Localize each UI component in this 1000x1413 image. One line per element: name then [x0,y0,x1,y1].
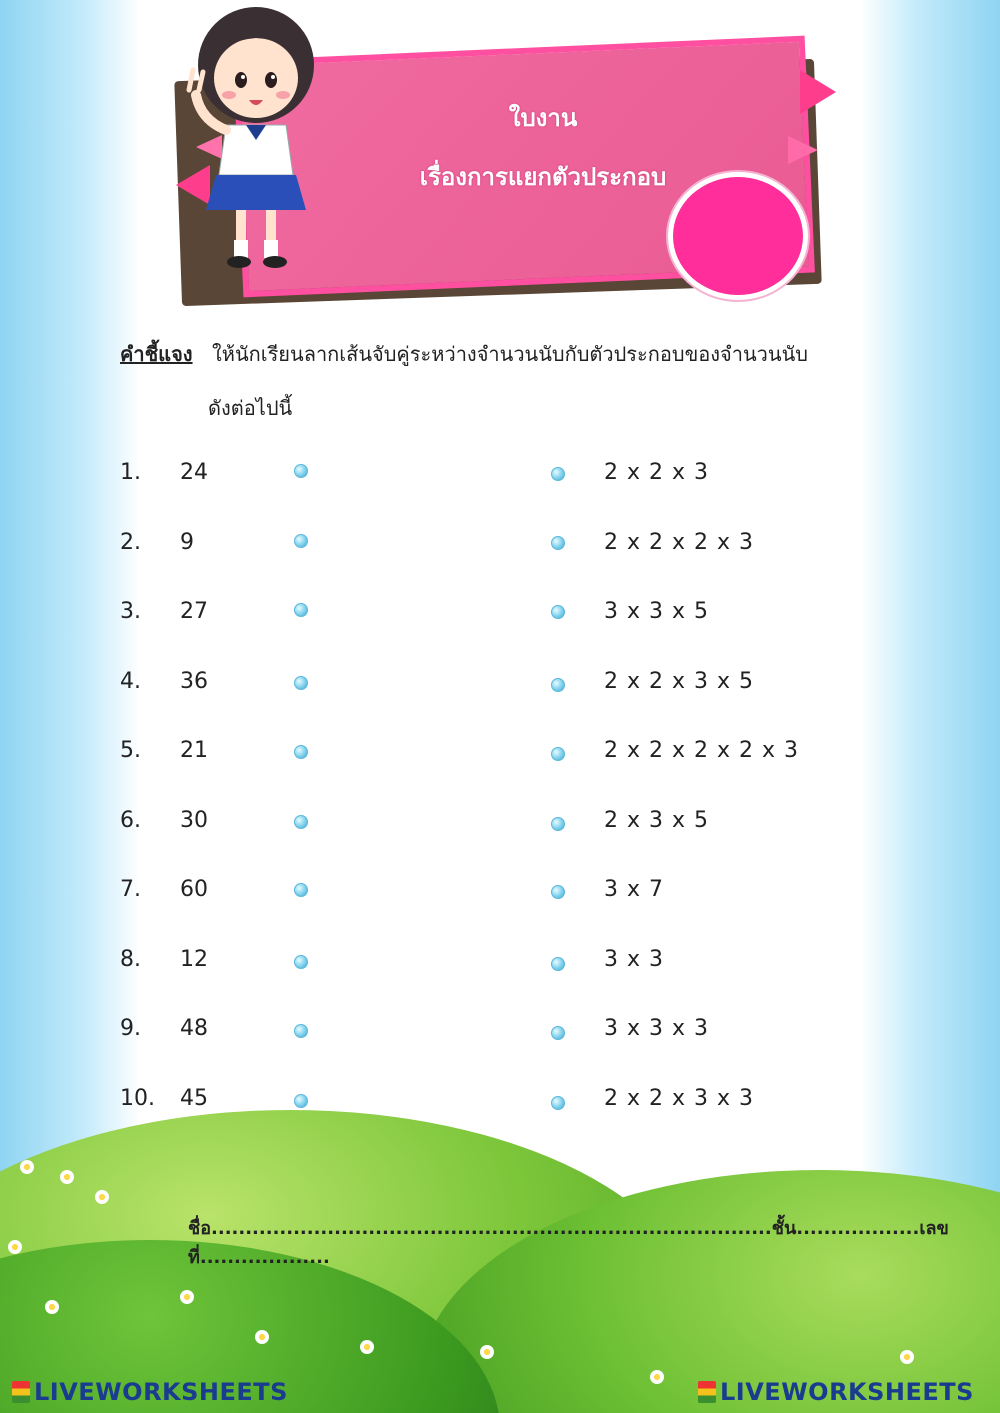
left-match-dot[interactable] [294,883,308,897]
item-value: 21 [180,738,208,763]
right-match-dot[interactable] [551,1096,565,1110]
item-number: 5. [120,738,141,763]
student-girl-illustration [171,0,341,280]
item-number: 6. [120,808,141,833]
right-match-dot[interactable] [551,957,565,971]
flower-icon [650,1370,664,1384]
right-match-dot[interactable] [551,678,565,692]
item-value: 24 [180,460,208,485]
flower-icon [20,1160,34,1174]
left-match-dot[interactable] [294,1094,308,1108]
liveworksheets-icon [698,1381,716,1403]
item-number: 9. [120,1016,141,1041]
page-title: ใบงาน [508,104,578,132]
factor-expression: 2 x 2 x 3 x 5 [604,669,755,694]
triangle-decoration [788,136,818,164]
left-match-dot[interactable] [294,745,308,759]
item-number: 1. [120,460,141,485]
flower-icon [900,1350,914,1364]
right-match-dot[interactable] [551,885,565,899]
flower-icon [45,1300,59,1314]
factor-expression: 3 x 3 x 5 [604,599,710,624]
liveworksheets-icon [12,1381,30,1403]
student-info-line: ชื่อ..................................................................................ชั้น..................เลขที่................... [188,1218,949,1268]
item-value: 30 [180,808,208,833]
left-match-dot[interactable] [294,464,308,478]
right-match-dot[interactable] [551,605,565,619]
factor-expression: 3 x 3 [604,947,664,972]
brand-text: LIVEWORKSHEETS [720,1378,974,1406]
item-number: 3. [120,599,141,624]
right-match-dot[interactable] [551,747,565,761]
flower-icon [8,1240,22,1254]
factor-expression: 2 x 2 x 2 x 3 [604,530,755,555]
right-match-dot[interactable] [551,536,565,550]
page-subtitle: เรื่องการแยกตัวประกอบ [419,163,667,191]
item-value: 12 [180,947,208,972]
factor-expression: 2 x 2 x 3 x 3 [604,1086,755,1111]
flower-icon [480,1345,494,1359]
factor-expression: 3 x 7 [604,877,664,902]
instructions-text: ให้นักเรียนลากเส้นจับคู่ระหว่างจำนวนนับกับตัวประกอบของจำนวนนับ [212,342,808,366]
left-match-dot[interactable] [294,676,308,690]
right-match-dot[interactable] [551,467,565,481]
item-number: 10. [120,1086,155,1111]
item-number: 2. [120,530,141,555]
left-match-dot[interactable] [294,955,308,969]
header-banner [168,40,848,300]
item-value: 45 [180,1086,208,1111]
factor-expression: 2 x 3 x 5 [604,808,710,833]
item-value: 9 [180,530,194,555]
left-match-dot[interactable] [294,815,308,829]
item-number: 8. [120,947,141,972]
factor-expression: 3 x 3 x 3 [604,1016,710,1041]
left-match-dot[interactable] [294,1024,308,1038]
factor-expression: 2 x 2 x 2 x 2 x 3 [604,738,800,763]
item-number: 4. [120,669,141,694]
brand-text: LIVEWORKSHEETS [34,1378,288,1406]
left-match-dot[interactable] [294,534,308,548]
liveworksheets-logo [698,1378,974,1406]
left-match-dot[interactable] [294,603,308,617]
item-number: 7. [120,877,141,902]
flower-icon [360,1340,374,1354]
flower-icon [60,1170,74,1184]
triangle-decoration [800,70,836,114]
factor-expression: 2 x 2 x 3 [604,460,710,485]
right-match-dot[interactable] [551,1026,565,1040]
liveworksheets-logo [12,1378,288,1406]
flower-icon [255,1330,269,1344]
flower-icon [95,1190,109,1204]
instructions-text-continued: ดังต่อไปนี้ [208,396,293,420]
item-value: 36 [180,669,208,694]
item-value: 48 [180,1016,208,1041]
item-value: 27 [180,599,208,624]
flower-icon [180,1290,194,1304]
item-value: 60 [180,877,208,902]
instructions-label: คำชี้แจง [120,342,193,366]
right-match-dot[interactable] [551,817,565,831]
